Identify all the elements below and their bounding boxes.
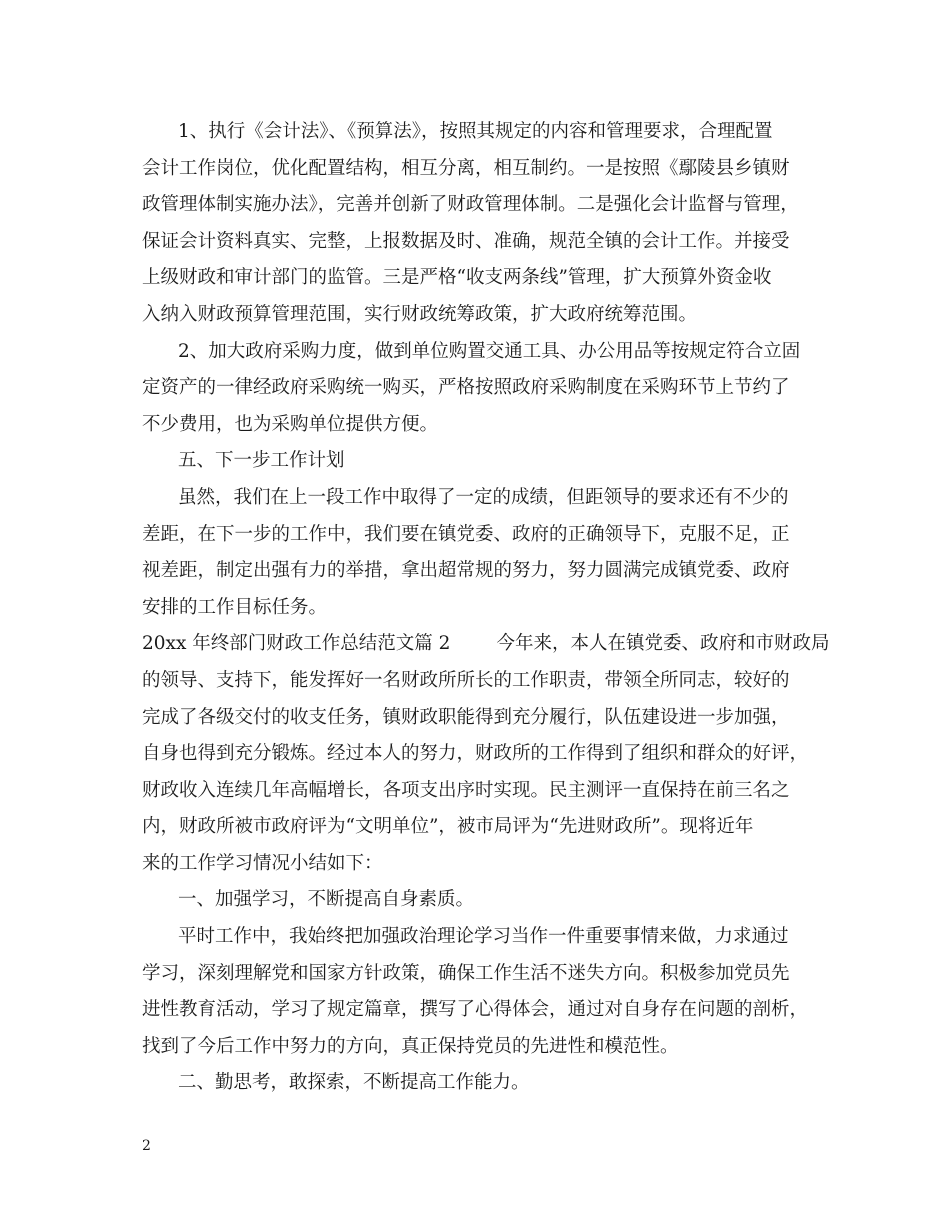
- text-line: 来的工作学习情况小结如下：: [142, 852, 383, 874]
- text-line: 政管理体制实施办法》，完善并创新了财政管理体制。二是强化会计监督与管理，: [142, 194, 799, 216]
- text-line: 上级财政和审计部门的监管。三是严格“收支两条线”管理，扩大预算外资金收: [142, 267, 772, 289]
- text-line: 定资产的一律经政府采购统一购买，严格按照政府采购制度在采购环节上节约了: [142, 377, 790, 399]
- text-line: 财政收入连续几年高幅增长，各项支出序时实现。民主测评一直保持在前三名之: [142, 779, 790, 801]
- section-heading: 五、下一步工作计划: [178, 450, 345, 472]
- page-number: 2: [142, 1138, 151, 1154]
- text-line: 虽然，我们在上一段工作中取得了一定的成绩，但距领导的要求还有不少的: [178, 486, 789, 508]
- article-title: 20xx 年终部门财政工作总结范文篇 2: [142, 633, 451, 655]
- text-line: 不少费用，也为采购单位提供方便。: [142, 413, 439, 435]
- text-line: 保证会计资料真实、完整，上报数据及时、准确，规范全镇的会计工作。并接受: [142, 230, 790, 252]
- document-body: [142, 114, 830, 1102]
- text-line: 视差距，制定出强有力的举措，拿出超常规的努力，努力圆满完成镇党委、政府: [142, 560, 790, 582]
- text-line: 的领导、支持下，能发挥好一名财政所所长的工作职责，带领全所同志，较好的: [142, 669, 790, 691]
- text-line: 自身也得到充分锻炼。经过本人的努力，财政所的工作得到了组织和群众的好评，: [142, 743, 809, 765]
- article-title-line: [142, 626, 830, 663]
- text-line: 差距，在下一步的工作中，我们要在镇党委、政府的正确领导下，克服不足，正: [142, 523, 790, 545]
- text-line: 平时工作中，我始终把加强政治理论学习当作一件重要事情来做，力求通过: [178, 926, 789, 948]
- text-line: 进性教育活动，学习了规定篇章，撰写了心得体会，通过对自身存在问题的剖析，: [142, 999, 809, 1021]
- article-intro: 今年来，本人在镇党委、政府和市财政局: [496, 633, 830, 655]
- text-line: 完成了各级交付的收支任务，镇财政职能得到充分履行，队伍建设进一步加强，: [142, 706, 790, 728]
- section-heading: 一、加强学习，不断提高自身素质。: [178, 889, 475, 911]
- text-line: 会计工作岗位，优化配置结构，相互分离，相互制约。一是按照《鄢陵县乡镇财: [142, 157, 790, 179]
- text-line: 入纳入财政预算管理范围，实行财政统筹政策，扩大政府统筹范围。: [142, 303, 698, 325]
- text-line: 找到了今后工作中努力的方向，真正保持党员的先进性和模范性。: [142, 1035, 679, 1057]
- text-line: 内，财政所被市政府评为“文明单位”，被市局评为“先进财政所”。现将近年: [142, 816, 754, 838]
- text-line: 1、执行《会计法》、《预算法》，按照其规定的内容和管理要求，合理配置: [178, 121, 773, 142]
- section-heading: 二、勤思考，敢探索，不断提高工作能力。: [178, 1072, 530, 1094]
- text-line: 2、加大政府采购力度，做到单位购置交通工具、办公用品等按规定符合立固: [178, 340, 801, 362]
- text-line: 安排的工作目标任务。: [142, 596, 328, 618]
- text-line: 学习，深刻理解党和国家方针政策，确保工作生活不迷失方向。积极参加党员先: [142, 962, 790, 984]
